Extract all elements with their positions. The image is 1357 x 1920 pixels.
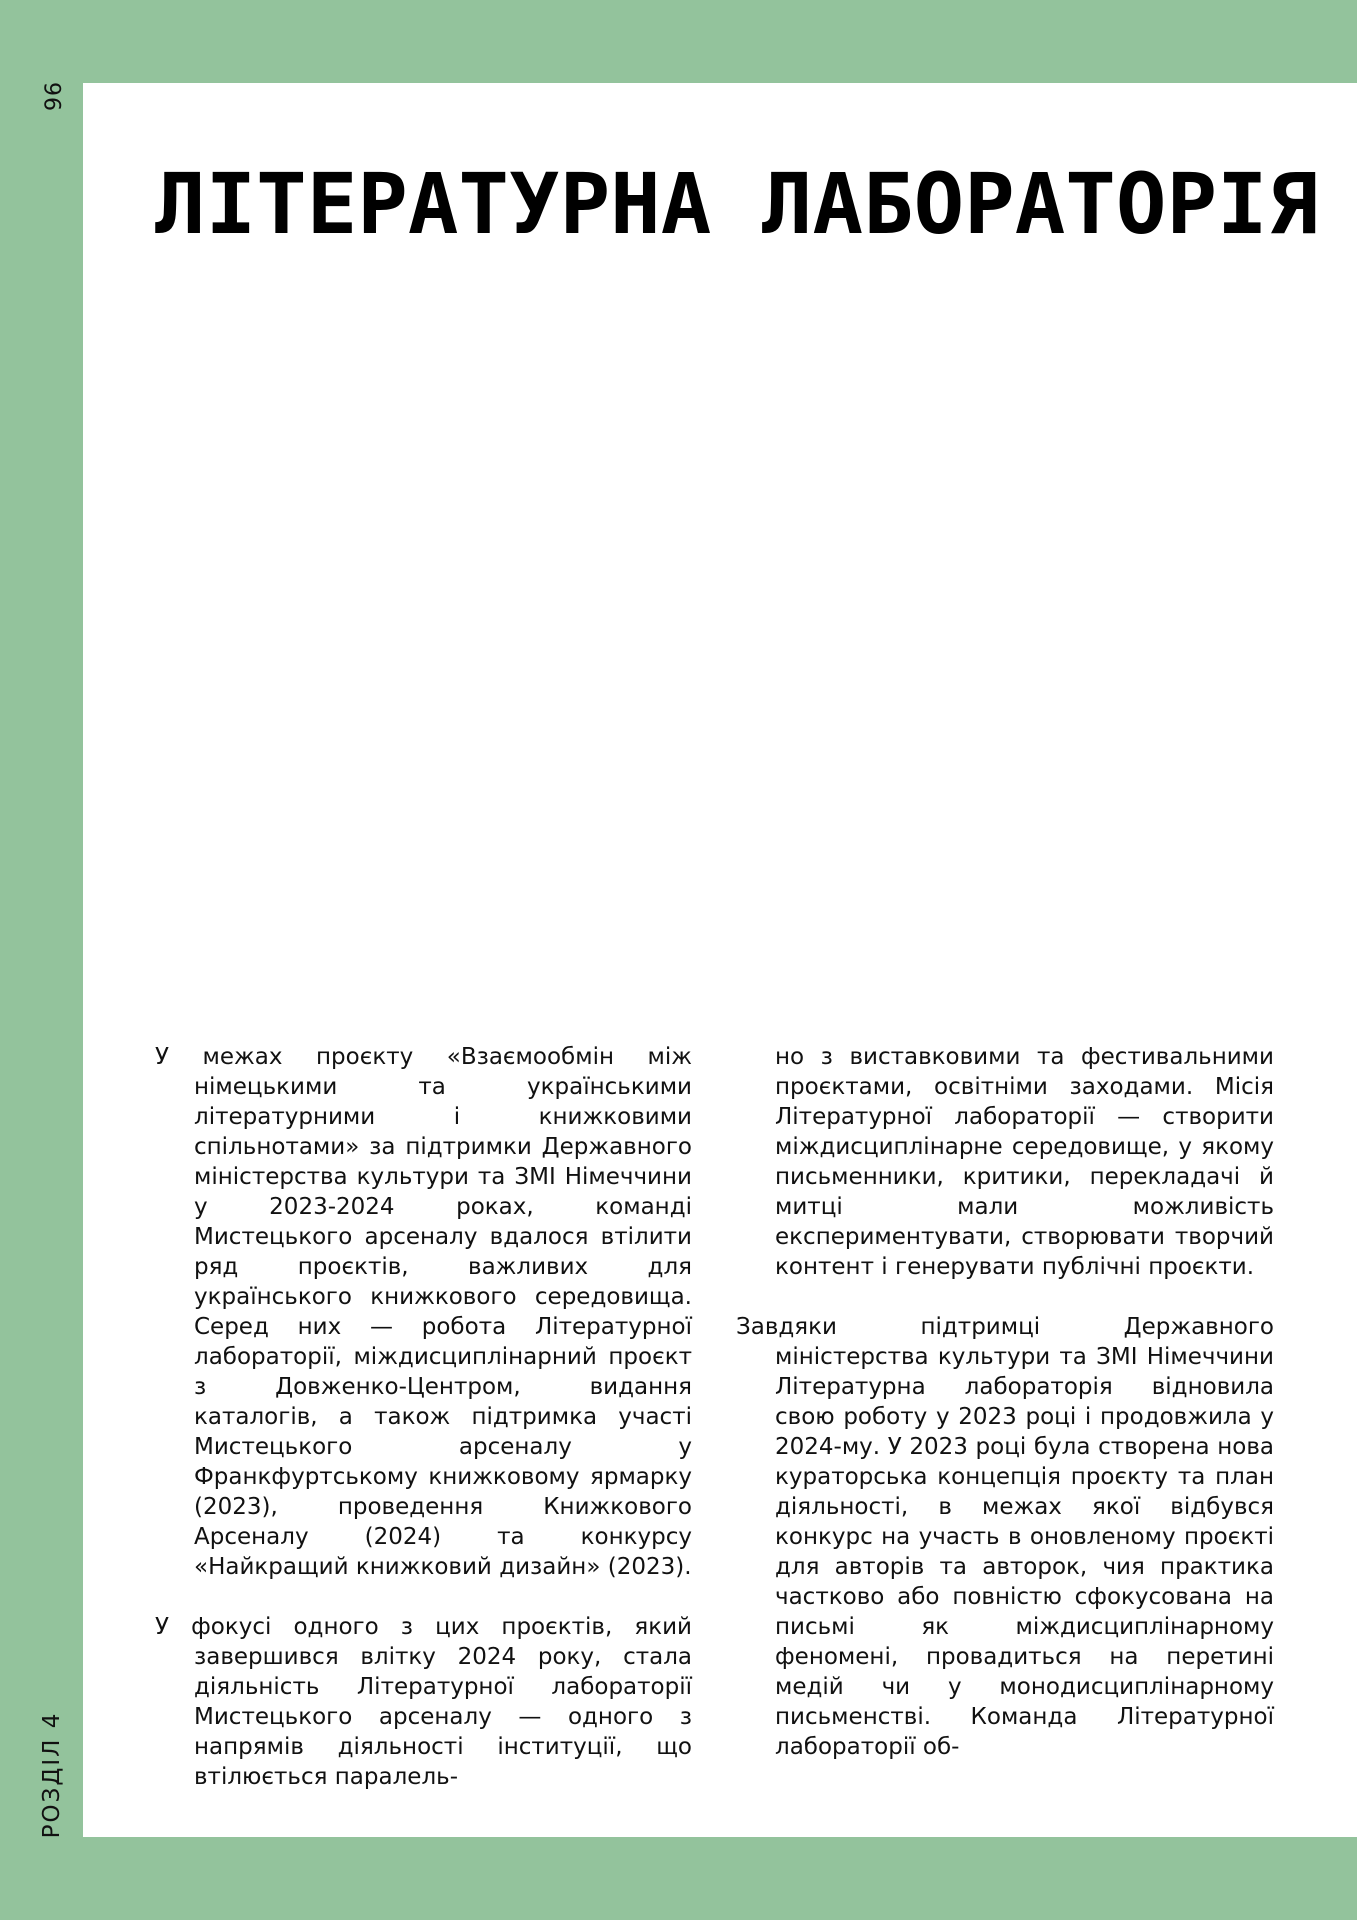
text-column-right (736, 1042, 1274, 1762)
paragraph-mission: но з виставковими та фестивальними проєктами, освітніми заходами. Місія Літературної лабораторії — створити міждисциплінарне середовище, у якому письменники, критики, перекладачі й митці мали можливість експериментувати, створювати творчий контент і генерувати публічні проєкти. (775, 1044, 1274, 1280)
page-number: 96 (38, 82, 64, 112)
paragraph-support: Завдяки підтримці Державного міністерства культури та ЗМІ Німеччини Літературна лабораторія відновила свою роботу у 2023 році і продовжила у 2024-му. У 2023 році була створена нова кураторська концепція проєкту та план діяльності, в межах якої відбувся конкурс на участь в оновленому проєкті для авторів та авторок, чия практика частково або повністю сфокусована на письмі як міждисциплінарному феномені, провадиться на перетині медій чи у монодисциплінарному письменстві. Команда Літературної лабораторії об- (736, 1314, 1274, 1760)
text-column-left (155, 1042, 692, 1792)
paragraph-focus: У фокусі одного з цих проєктів, який завершився влітку 2024 року, стала діяльність Літературної лабораторії Мистецького арсеналу — одного з напрямів діяльності інституції, що втілюється паралель- (155, 1614, 692, 1790)
paragraph-intro: У межах проєкту «Взаємообмін між німецькими та українськими літературними і книжковими спільнотами» за підтримки Державного міністерства культури та ЗМІ Німеччини у 2023-2024 роках, команді Мистецького арсеналу вдалося втілити ряд проєктів, важливих для українського книжкового середовища. Серед них — робота Літературної лабораторії, міждисциплінарний проєкт з Довженко-Центром, видання каталогів, а також підтримка участі Мистецького арсеналу у Франкфуртському книжковому ярмарку (2023), проведення Книжкового Арсеналу (2024) та конкурсу «Найкращий книжковий дизайн» (2023). (155, 1044, 692, 1580)
page-title: ЛІТЕРАТУРНА ЛАБОРАТОРІЯ (155, 155, 1319, 253)
section-label: РОЗДІЛ 4 (39, 1711, 65, 1839)
